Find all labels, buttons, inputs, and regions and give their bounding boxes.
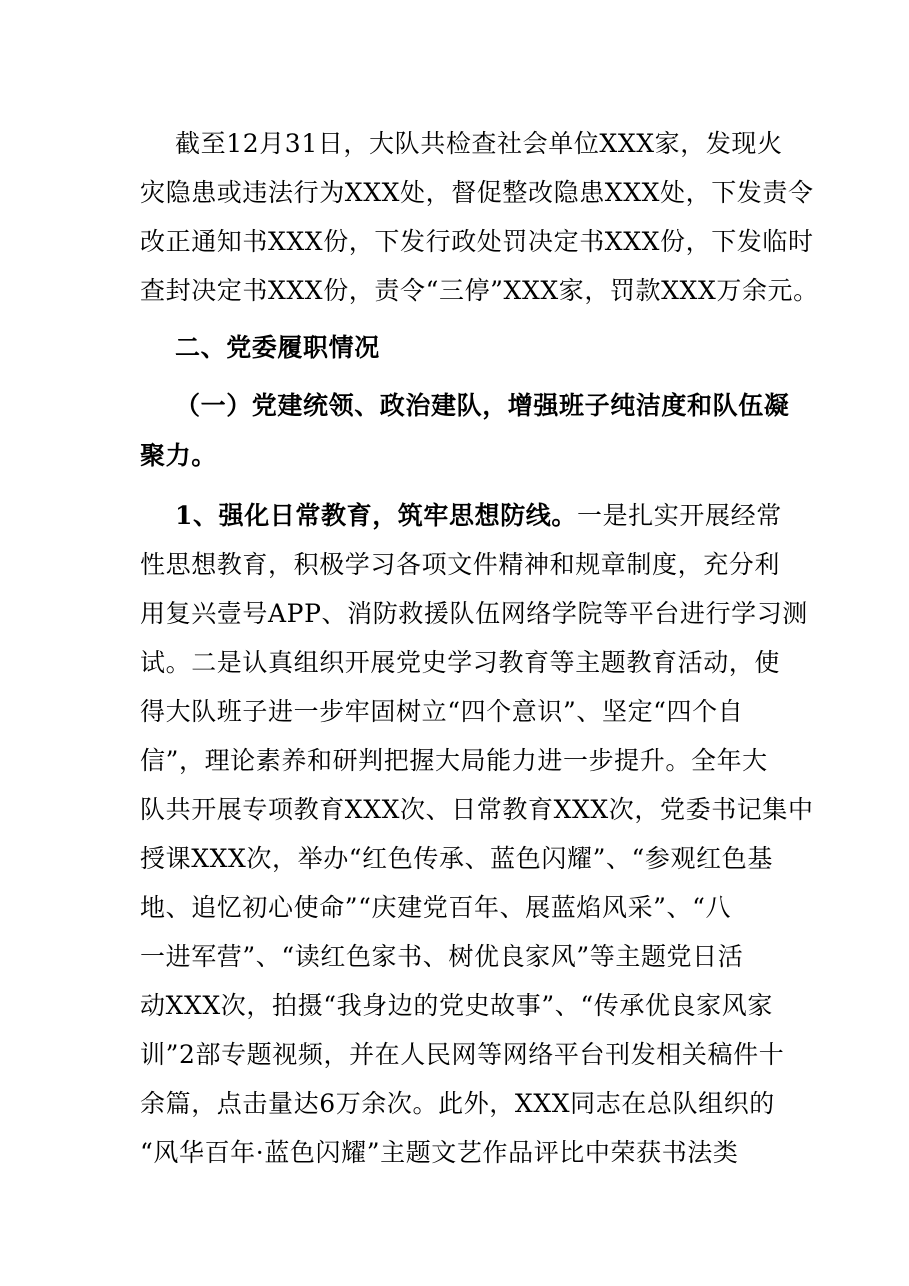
paragraph-line-20: 余篇，点击量达6万余次。此外，XXX同志在总队组织的 — [140, 1089, 775, 1118]
paragraph-line-13: 信”，理论素养和研判把握大局能力进一步提升。全年大 — [140, 746, 768, 775]
paragraph-line-9: 性思想教育，积极学习各项文件精神和规章制度，充分利 — [140, 550, 781, 579]
paragraph-line-3: 改正通知书XXX份，下发行政处罚决定书XXX份，下发临时 — [140, 227, 814, 256]
subsection-heading-line-1: （一）党建统领、政治建队，增强班子纯洁度和队伍凝 — [175, 391, 790, 420]
paragraph-line-15: 授课XXX次，举办“红色传承、蓝色闪耀”、“参观红色基 — [140, 844, 773, 873]
section-heading: 二、党委履职情况 — [175, 333, 380, 362]
item-body-start: 一是扎实开展经常 — [577, 501, 782, 530]
paragraph-line-11: 试。二是认真组织开展党史学习教育等主题教育活动，使 — [140, 648, 781, 677]
paragraph-line-1: 截至12月31日，大队共检查社会单位XXX家，发现火 — [175, 129, 783, 158]
paragraph-line-14: 队共开展专项教育XXX次、日常教育XXX次，党委书记集中 — [140, 795, 814, 824]
paragraph-line-8 — [175, 500, 782, 532]
paragraph-line-16: 地、追忆初心使命”“庆建党百年、展蓝焰风采”、“八 — [140, 893, 732, 922]
paragraph-line-12: 得大队班子进一步牢固树立“四个意识”、坚定“四个自 — [140, 697, 744, 726]
paragraph-line-10: 用复兴壹号APP、消防救援队伍网络学院等平台进行学习测 — [140, 599, 808, 628]
paragraph-line-21: “风华百年·蓝色闪耀”主题文艺作品评比中荣获书法类 — [140, 1138, 739, 1167]
paragraph-line-2: 灾隐患或违法行为XXX处，督促整改隐患XXX处，下发责令 — [140, 178, 814, 207]
paragraph-line-17: 一进军营”、“读红色家书、树优良家风”等主题党日活 — [140, 942, 744, 971]
paragraph-line-4: 查封决定书XXX份，责令“三停”XXX家，罚款XXX万余元。 — [140, 276, 819, 305]
subsection-heading-line-2: 聚力。 — [140, 441, 217, 470]
paragraph-line-19: 训”2部专题视频，并在人民网等网络平台刊发相关稿件十 — [140, 1040, 785, 1069]
paragraph-line-18: 动XXX次，拍摄“我身边的党史故事”、“传承优良家风家 — [140, 991, 773, 1020]
item-heading: 1、强化日常教育，筑牢思想防线。 — [175, 501, 577, 530]
